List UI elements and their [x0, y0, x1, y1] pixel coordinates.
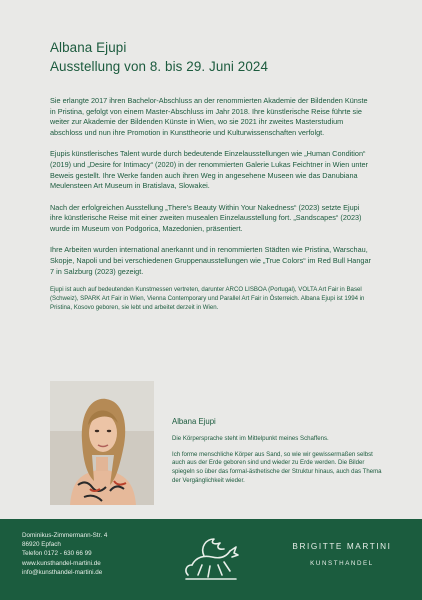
griffin-logo-icon	[180, 535, 242, 581]
website-link[interactable]: www.kunsthandel-martini.de	[22, 559, 101, 567]
quote-body: Ich forme menschliche Körper aus Sand, so wie wir gewissermaßen selbst auch aus der Erde geboren sind und wieder zu Erde werden. Die Bilder spiegeln so über das formal-ästhetische der Struktur hinaus, auch das Thema der Vergänglichkeit wieder.	[172, 450, 382, 484]
email-link[interactable]: info@kunsthandel-martini.de	[22, 568, 103, 576]
paragraph-art-fairs: Ejupi ist auch auf bedeutenden Kunstmessen vertreten, darunter ARCO LISBOA (Portugal), VOLTA Art Fair in Basel (Schweiz), SPARK Art Fair in Wien, Vienna Contemporary und Parallel Art Fair in Österreich. Albana Ejupi ist 1994 in Pristina, Kosovo geboren, sie lebt und arbeitet derzeit in Wien.	[50, 285, 365, 311]
exhibition-dates: Ausstellung von 8. bis 29. Juni 2024	[50, 59, 268, 74]
paragraph-recognition: Ihre Arbeiten wurden international anerkannt und in renommierten Städten wie Pristina, Warschau, Skopje, Napoli und bei verschiedenen Gruppenausstellungen wie „True Colors“ im Red Bull Hangar 7 in Salzburg (2023) gezeigt.	[50, 245, 371, 276]
footer-bar	[0, 519, 422, 600]
page-heading	[50, 38, 380, 76]
address-street: Dominikus-Zimmermann-Str. 4	[22, 532, 108, 539]
brand-name: BRIGITTE MARTINI	[292, 542, 392, 551]
artist-quote-block	[172, 417, 382, 493]
paragraph-solo-exhibitions: Ejupis künstlerisches Talent wurde durch bedeutende Einzelausstellungen wie „Human Condition“ (2019) und „Desire for Intimacy“ (2020) in der renommierten Galerie Lukas Feichtner in Wien unter Beweis gestellt. Ihre Werke fanden auch ihren Weg in angesehene Museen wie das Danubiana Meulensteen Art Museum in Bratislava, Slowakei.	[50, 149, 368, 191]
biography-text	[50, 96, 372, 323]
paragraph-education: Sie erlangte 2017 ihren Bachelor-Abschluss an der renommierten Akademie der Bildenden Künste in Pristina, gefolgt von einem Master-Abschluss im Jahr 2018. Ihre künstlerische Reise führte sie weiter zur Akademie der Bildenden Künste in Wien, wo sie 2021 ihr zweites Masterstudium abschloss und nun ihre Promotion in Kunsttheorie und Kulturwissenschaften verfolgt.	[50, 96, 368, 138]
quote-lead: Die Körpersprache steht im Mittelpunkt meines Schaffens.	[172, 435, 329, 442]
brand-subtitle: KUNSTHANDEL	[310, 560, 374, 567]
phone-number: Telefon 0172 - 630 66 99	[22, 550, 92, 558]
quote-author: Albana Ejupi	[172, 417, 216, 426]
artist-portrait-photo	[50, 381, 154, 505]
artist-name: Albana Ejupi	[50, 40, 127, 55]
paragraph-museum-exhibitions: Nach der erfolgreichen Ausstellung „There’s Beauty Within Your Nakedness“ (2023) setzte Ejupi ihre künstlerische Reise mit einer zweiten musealen Einzelausstellung fort. „Sandscapes“ (2023) wurde im Museum von Podgorica, Mazedonien, präsentiert.	[50, 202, 362, 234]
contact-address	[22, 531, 107, 577]
address-city: 86920 Epfach	[22, 541, 61, 549]
brand-wordmark	[282, 542, 402, 567]
